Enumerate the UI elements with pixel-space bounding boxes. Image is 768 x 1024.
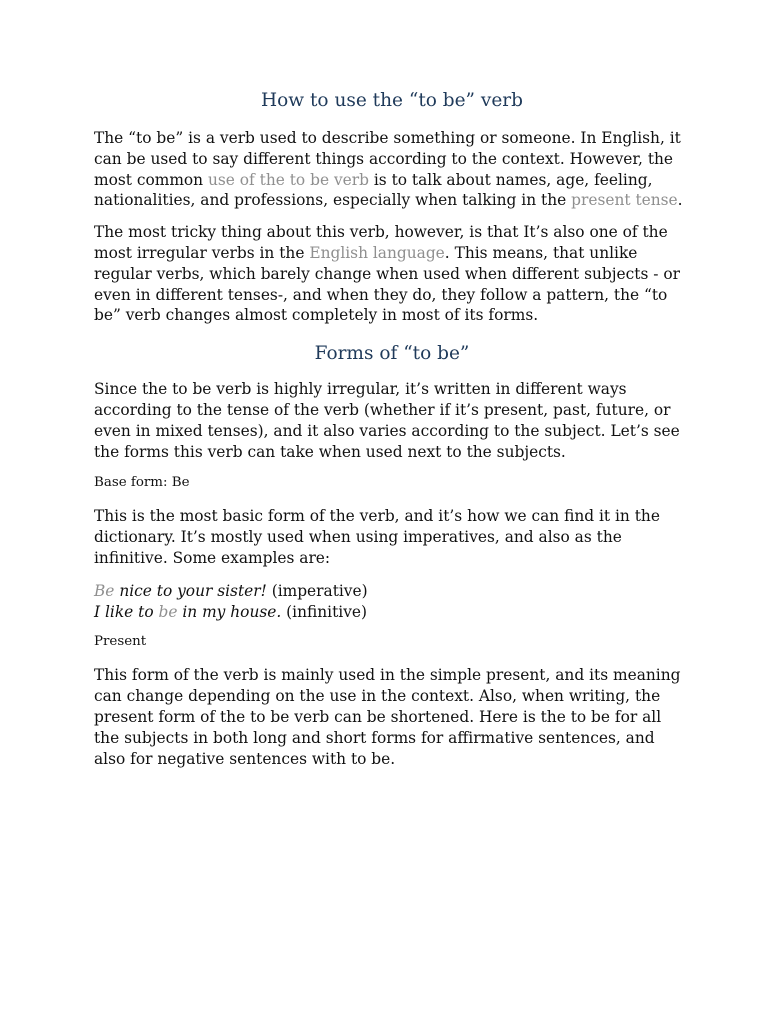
link-english-language[interactable]: English language	[309, 243, 445, 262]
base-form-label: Base form: Be	[94, 475, 190, 491]
present-paragraph: This form of the verb is mainly used in the simple present, and its meaning can change depending on the use in the context. Also, when writing, the present form of the to be verb can be shortened. Here is the to be for all the subjects in both long and short forms for affirmative sentences, and also for negative sentences with to be.	[94, 666, 681, 768]
example-infinitive-pre: I like to	[94, 602, 159, 621]
link-use-of-to-be-verb[interactable]: use of the to be verb	[207, 170, 369, 189]
example-imperative-note: (imperative)	[266, 581, 368, 600]
example-infinitive-note: (infinitive)	[281, 602, 368, 621]
link-present-tense[interactable]: present tense	[571, 191, 678, 210]
irregular-text-1: The most tricky thing about this verb, however, is that It’s also one of the most irregular verbs in the	[94, 223, 668, 262]
example-infinitive	[94, 602, 690, 623]
examples-block	[94, 581, 690, 623]
example-imperative	[94, 581, 690, 602]
example-be-word-2: be	[158, 602, 178, 621]
intro-text-3: .	[677, 191, 683, 210]
present-label: Present	[94, 634, 147, 650]
document-page	[94, 86, 690, 780]
irregular-paragraph	[94, 222, 690, 326]
forms-paragraph: Since the to be verb is highly irregular, it’s written in different ways according to the tense of the verb (whether if it’s present, past, future, or even in mixed tenses), and it also varies according to the subject. Let’s see the forms this verb can take when used next to the subjects.	[94, 380, 680, 461]
example-be-word: Be	[94, 581, 115, 600]
intro-text-1: The “to be” is a verb used to describe something or someone. In English, it can be used to say different things according to the context. However, the most common	[94, 129, 681, 189]
page-title: How to use the “to be” verb	[261, 90, 523, 111]
intro-paragraph	[94, 128, 690, 211]
intro-text-2: is to talk about names, age, feeling, nationalities, and professions, especially when talking in the	[94, 170, 653, 210]
example-imperative-sentence: nice to your sister!	[114, 581, 267, 600]
base-form-paragraph: This is the most basic form of the verb, and it’s how we can find it in the dictionary. It’s mostly used when using imperatives, and also as the infinitive. Some examples are:	[94, 507, 660, 567]
section-heading-forms: Forms of “to be”	[314, 343, 470, 365]
example-infinitive-sentence: in my house.	[177, 602, 282, 621]
irregular-text-2: . This means, that unlike regular verbs, which barely change when used when different subjects - or even in different tenses-, and when they do, they follow a pattern, the “to be” verb changes almost completely in most of its forms.	[94, 243, 680, 325]
